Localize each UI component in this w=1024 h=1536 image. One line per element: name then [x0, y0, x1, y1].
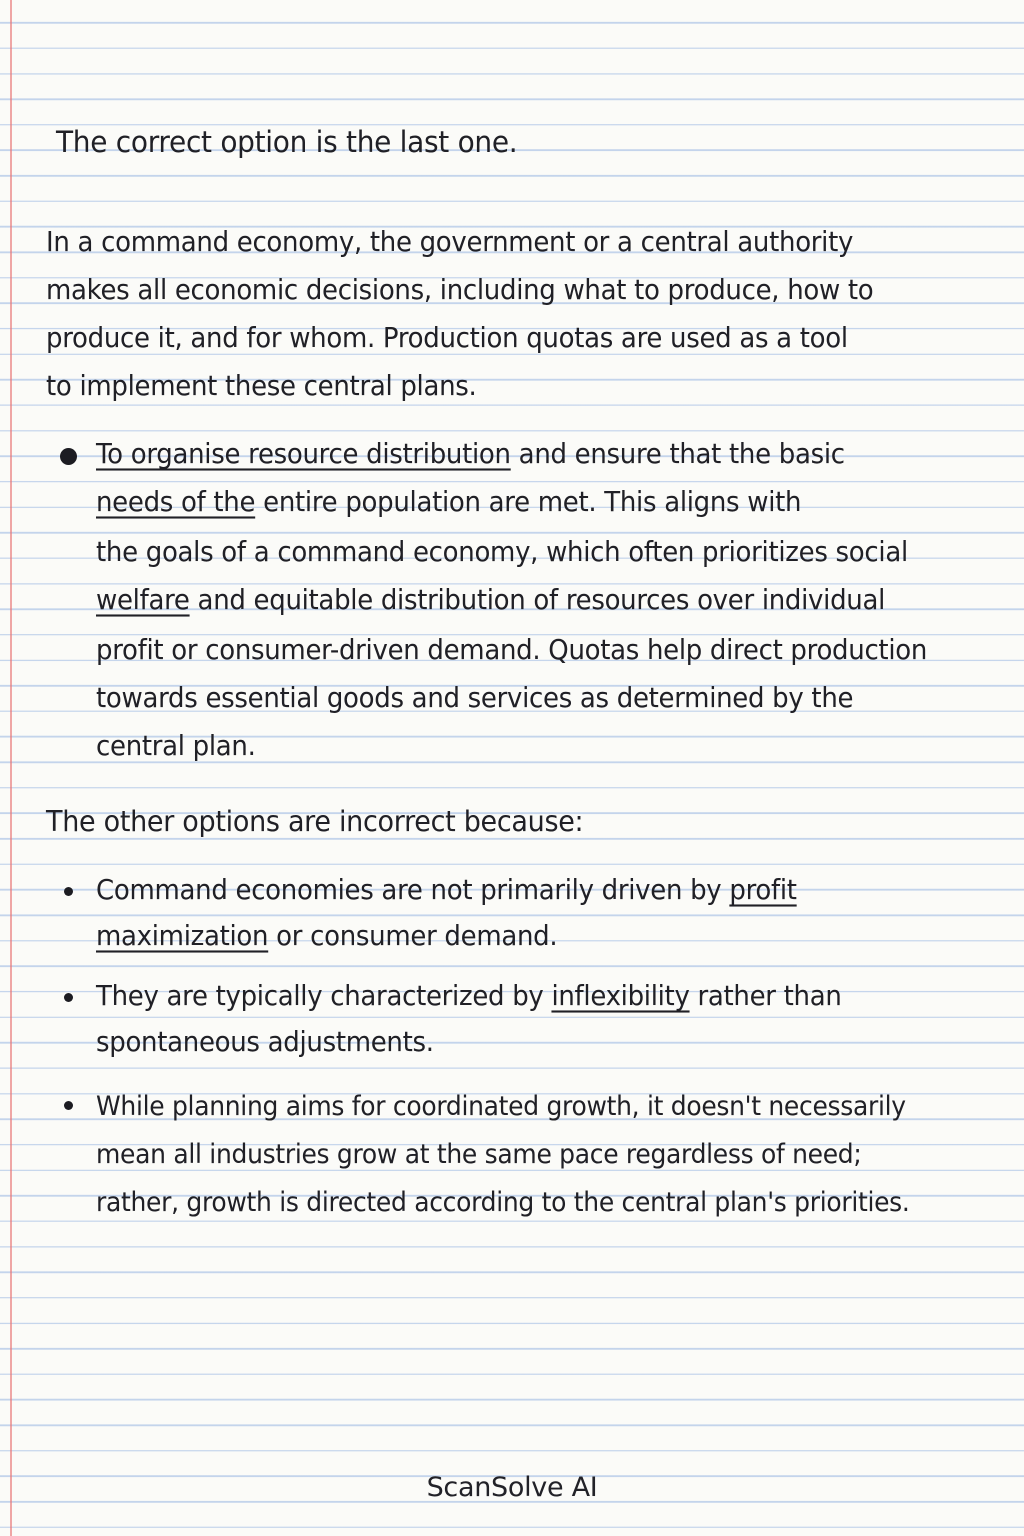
other-bullet-3-line-2: mean all industries grow at the same pace regardless of need; [96, 1139, 862, 1170]
other-bullet-3-line-1: While planning aims for coordinated growth, it doesn't necessarily [96, 1091, 906, 1122]
correct-bullet-line-7: central plan. [96, 731, 256, 763]
bullet-dot-large [60, 448, 77, 465]
correct-bullet-line-4 [96, 584, 885, 618]
other-bullet-1-line-1 [96, 874, 797, 908]
other-bullet-1-line-2 [96, 920, 557, 954]
underlined-phrase: To organise resource distribution [96, 439, 511, 471]
explanation-line-2: makes all economic decisions, including what to produce, how to [46, 275, 874, 307]
correct-bullet-line-2 [96, 486, 801, 520]
text-run: rather than [689, 981, 842, 1013]
explanation-line-3: produce it, and for whom. Production quotas are used as a tool [46, 323, 848, 355]
underlined-phrase: maximization [96, 921, 269, 953]
underlined-phrase: inflexibility [551, 981, 690, 1013]
brand-footer: ScanSolve AI [426, 1472, 598, 1503]
correct-bullet-line-3: the goals of a command economy, which often prioritizes social [96, 537, 908, 569]
underlined-phrase: profit [729, 875, 797, 907]
other-bullet-2-line-2: spontaneous adjustments. [96, 1027, 434, 1059]
explanation-line-4: to implement these central plans. [46, 371, 477, 403]
explanation-line-1: In a command economy, the government or a central authority [46, 227, 854, 259]
bullet-dot [64, 993, 73, 1002]
bullet-dot [64, 1101, 73, 1110]
text-run: They are typically characterized by [96, 981, 552, 1013]
correct-bullet-line-1 [96, 438, 845, 472]
other-options-heading: The other options are incorrect because: [46, 806, 584, 839]
text-run: entire population are met. This aligns with [255, 487, 802, 519]
other-bullet-3-line-3: rather, growth is directed according to the central plan's priorities. [96, 1187, 910, 1218]
underlined-phrase: needs of the [96, 487, 256, 519]
text-run: Command economies are not primarily driven by [96, 875, 730, 907]
other-bullet-2-line-1 [96, 980, 842, 1014]
correct-bullet-line-5: profit or consumer-driven demand. Quotas help direct production [96, 635, 928, 667]
text-run: or consumer demand. [268, 921, 558, 953]
underlined-phrase: welfare [96, 585, 190, 617]
correct-bullet-line-6: towards essential goods and services as determined by the [96, 683, 854, 715]
answer-statement: The correct option is the last one. [56, 124, 518, 160]
text-run: and equitable distribution of resources over individual [189, 585, 886, 617]
text-run: and ensure that the basic [510, 439, 845, 471]
bullet-dot [64, 887, 73, 896]
